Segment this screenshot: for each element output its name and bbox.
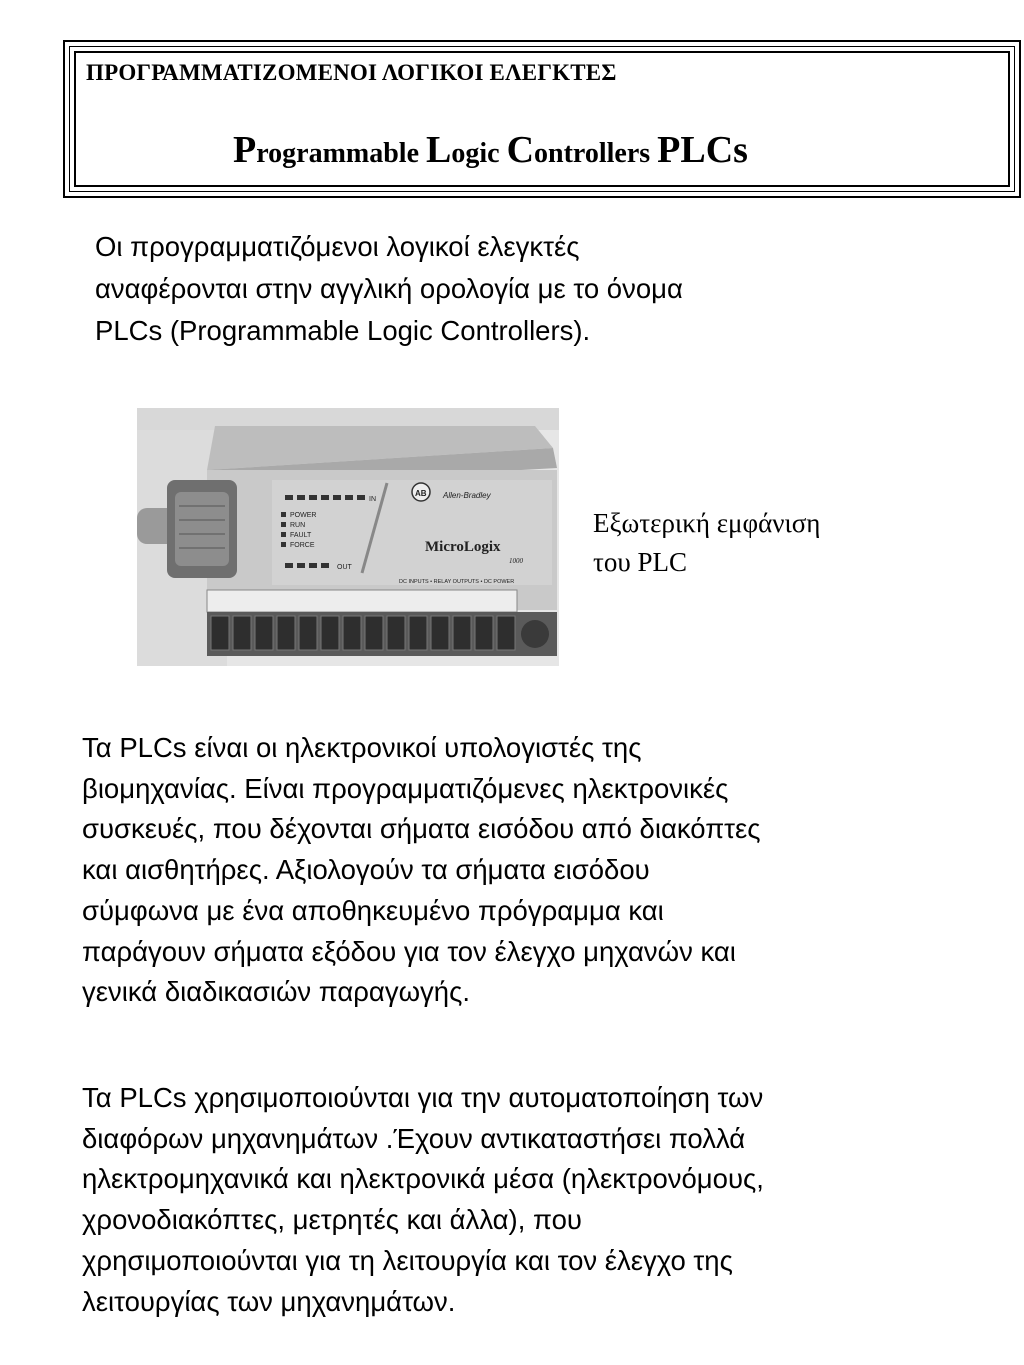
text-line: διαφόρων μηχανημάτων .Έχουν αντικαταστήσει πολλά xyxy=(82,1122,746,1154)
text-line: Τα PLCs χρησιμοποιούνται για την αυτοματοποίηση των xyxy=(82,1082,764,1113)
led-label: POWER xyxy=(290,512,317,519)
text-line: σύμφωνα με ένα αποθηκευμένο πρόγραμμα και xyxy=(82,894,664,926)
description-paragraph xyxy=(82,728,982,1013)
text-line: παράγουν σήματα εξόδου για τον έλεγχο μηχανών και xyxy=(82,935,736,967)
text-line: και αισθητήρες. Αξιολογούν τα σήματα εισόδου xyxy=(82,854,650,886)
text-line: γενικά διαδικασιών παραγωγής. xyxy=(82,976,470,1008)
caption-line: Εξωτερική εμφάνιση xyxy=(593,508,821,538)
model-sub-label: 1000 xyxy=(509,557,523,565)
usage-paragraph xyxy=(82,1078,982,1322)
strip-label: DC INPUTS • RELAY OUTPUTS • DC POWER xyxy=(399,579,515,585)
figure-caption xyxy=(593,504,913,582)
text-line: αναφέρονται στην αγγλική ορολογία με το όνομα xyxy=(95,273,683,304)
text-line: ηλεκτρομηχανικά και ηλεκτρονικά μέσα (ηλεκτρονόμους, xyxy=(82,1163,764,1195)
text-line: λειτουργίας των μηχανημάτων. xyxy=(82,1285,456,1317)
caption-line: του PLC xyxy=(593,547,687,577)
led-label: FORCE xyxy=(290,542,315,549)
title-word: Programmable xyxy=(233,129,426,171)
title-word: PLCs xyxy=(657,129,748,171)
brand-label: Allen-Bradley xyxy=(443,491,491,500)
intro-paragraph xyxy=(95,226,915,352)
model-label: MicroLogix xyxy=(425,539,501,555)
led-label: RUN xyxy=(290,522,306,529)
text-line: συσκευές, που δέχονται σήματα εισόδου από διακόπτες xyxy=(82,813,761,845)
text-line: χρησιμοποιούνται για τη λειτουργία και τον έλεγχο της xyxy=(82,1244,733,1276)
text-line: Τα PLCs είναι οι ηλεκτρονικοί υπολογιστές της xyxy=(82,732,642,763)
title-word: Logic xyxy=(426,129,507,171)
title-greek: ΠΡΟΓΡΑΜΜΑΤΙΖΟΜΕΝΟΙ ΛΟΓΙΚΟΙ ΕΛΕΓΚΤΕΣ xyxy=(86,60,617,85)
led-label: FAULT xyxy=(290,532,312,539)
in-label: IN xyxy=(369,496,376,503)
text-line: βιομηχανίας. Είναι προγραμματιζόμενες ηλεκτρονικές xyxy=(82,772,729,804)
plc-photo xyxy=(137,408,559,666)
out-label: OUT xyxy=(337,564,352,571)
title-word: Controllers xyxy=(506,129,658,171)
text-line: PLCs (Programmable Logic Controllers). xyxy=(95,315,591,346)
text-line: Οι προγραμματιζόμενοι λογικοί ελεγκτές xyxy=(95,231,580,262)
title-english xyxy=(233,128,748,172)
text-line: χρονοδιακόπτες, μετρητές και άλλα), που xyxy=(82,1204,582,1236)
ab-logo: AB xyxy=(415,489,427,498)
